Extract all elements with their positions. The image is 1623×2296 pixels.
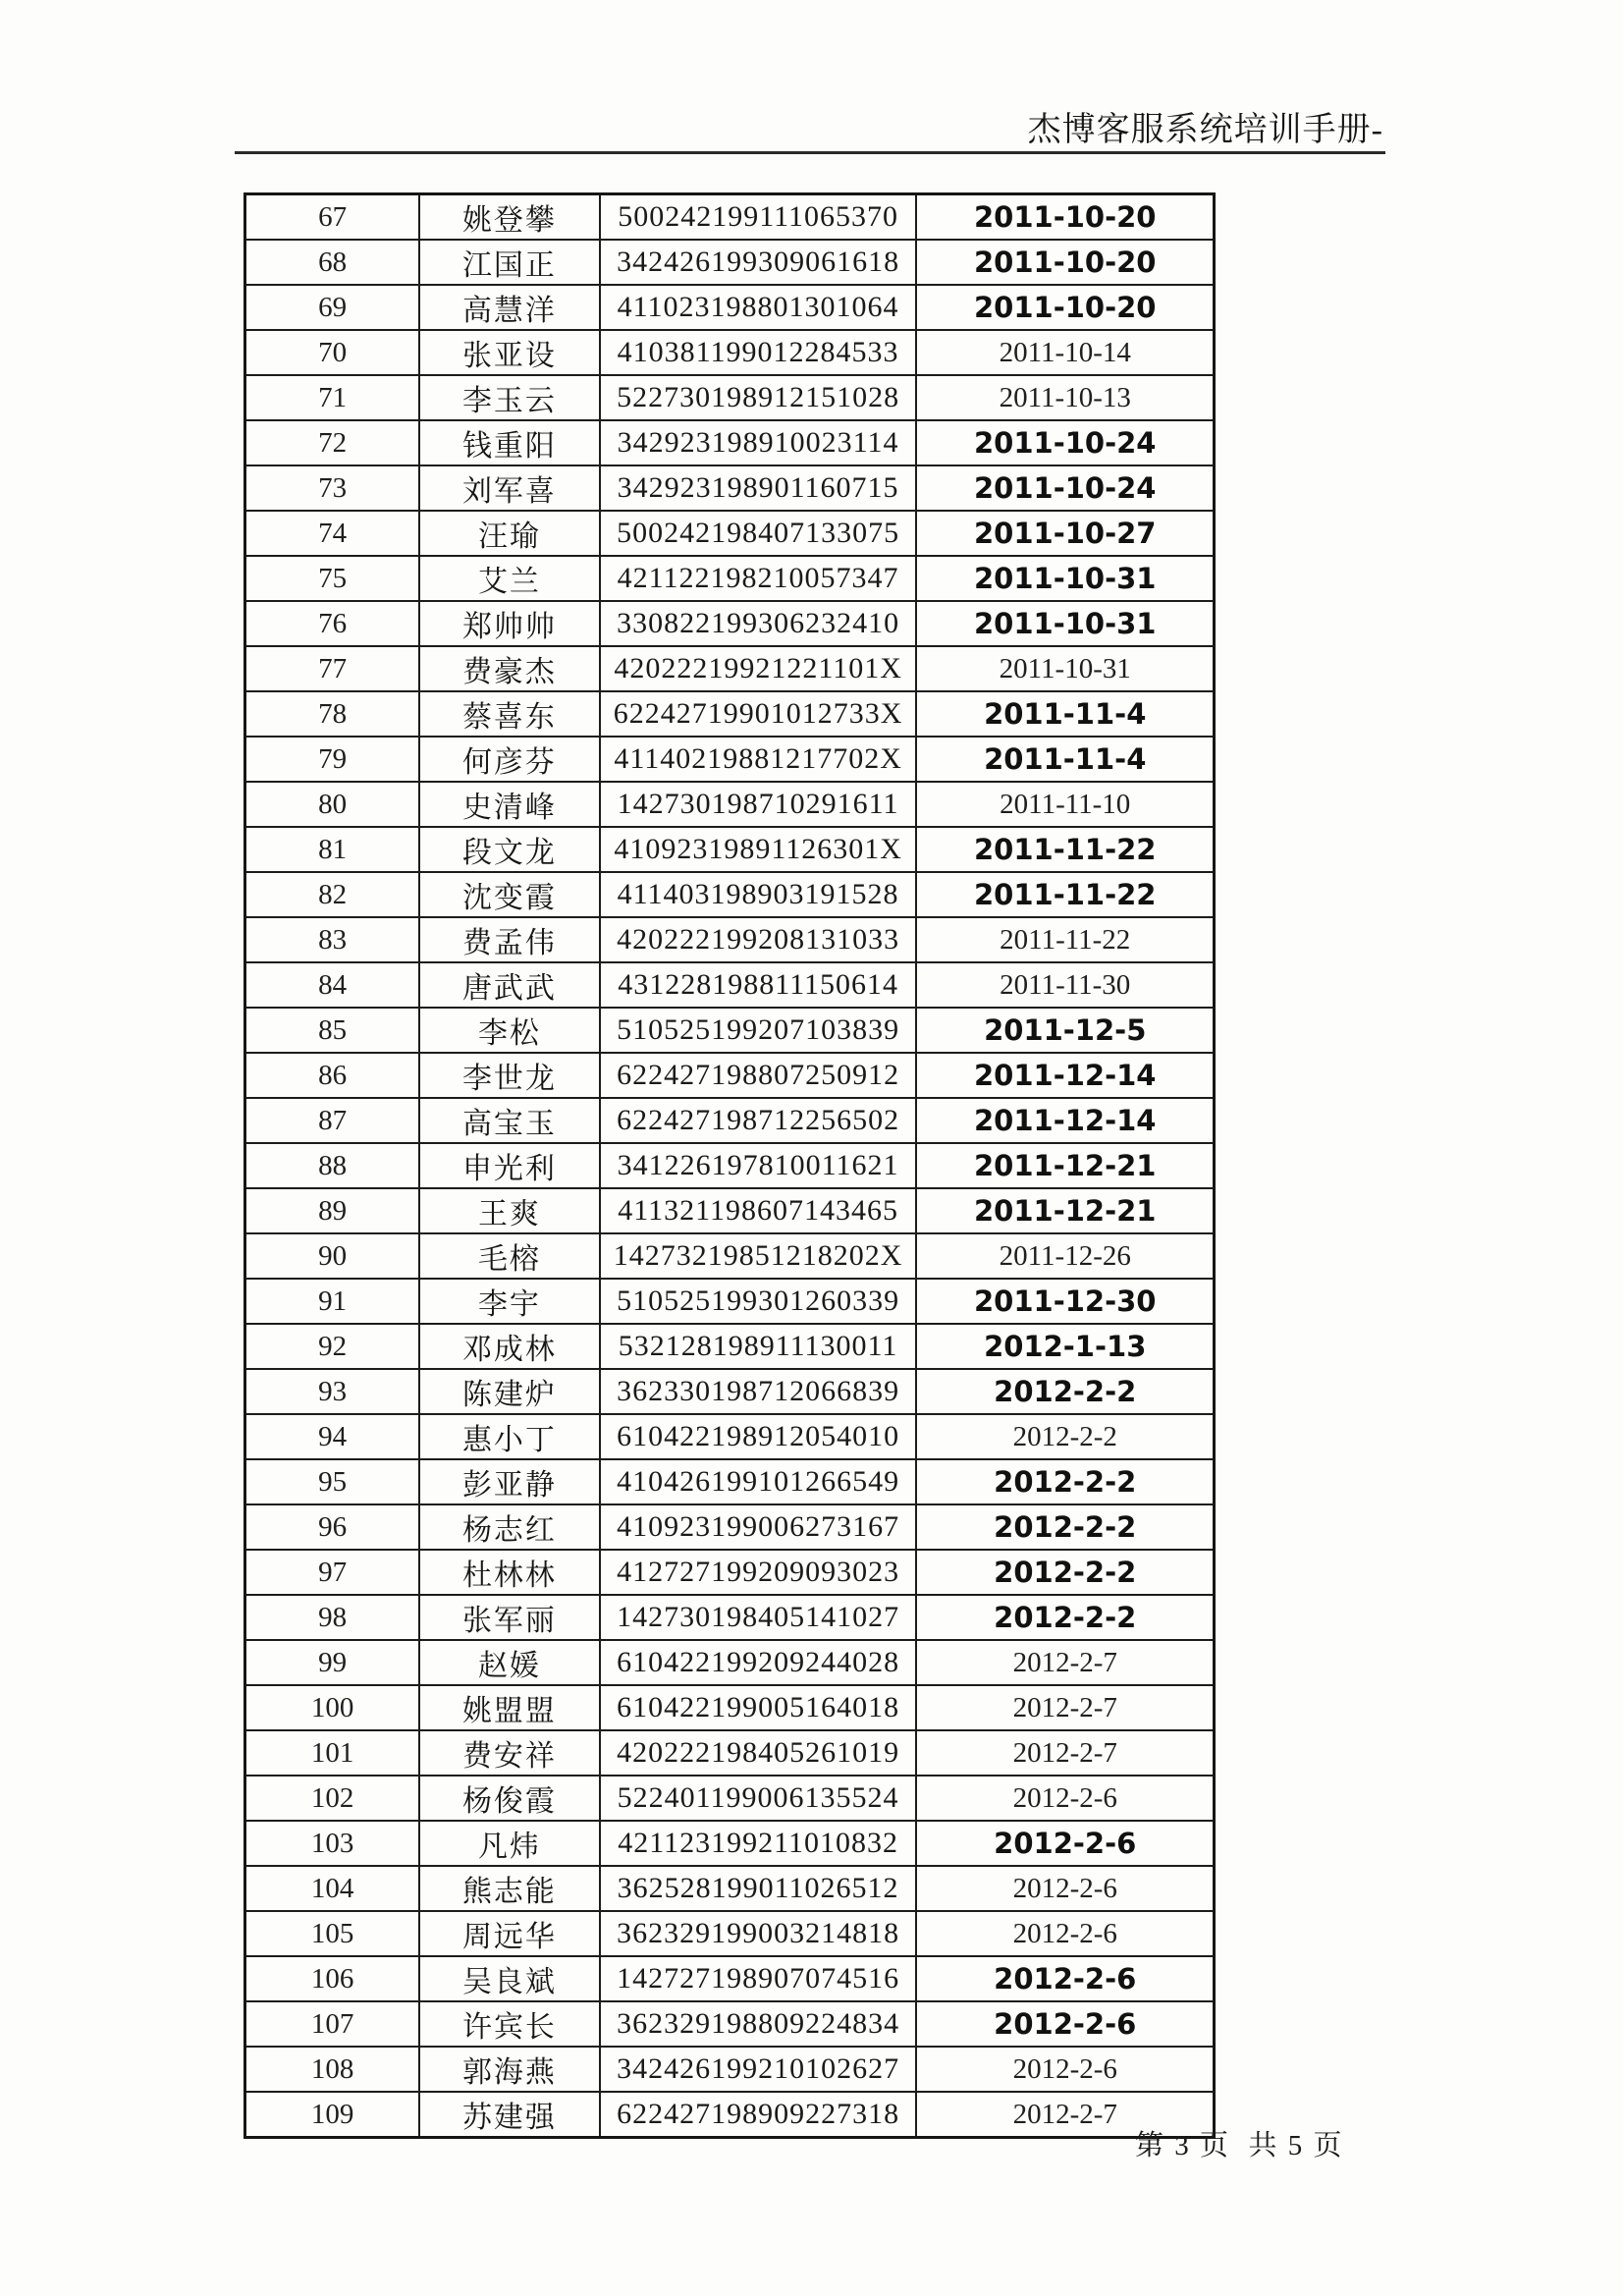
entry-date-cell: 2011-11-4 bbox=[916, 737, 1214, 782]
table-row bbox=[245, 285, 1215, 330]
table-row bbox=[245, 1233, 1215, 1279]
row-index-cell: 109 bbox=[245, 2092, 420, 2138]
entry-date-cell: 2011-10-20 bbox=[916, 285, 1214, 330]
table-row bbox=[245, 1730, 1215, 1776]
row-index-cell: 83 bbox=[245, 917, 420, 962]
row-index-cell: 86 bbox=[245, 1053, 420, 1098]
trainee-name-cell: 汪瑜 bbox=[419, 511, 600, 556]
trainee-name-cell: 赵媛 bbox=[419, 1640, 600, 1685]
table-row bbox=[245, 1008, 1215, 1053]
row-index-cell: 82 bbox=[245, 872, 420, 917]
id-number-cell: 342426199210102627 bbox=[600, 2047, 917, 2092]
entry-date-cell: 2011-12-14 bbox=[916, 1098, 1214, 1143]
id-number-cell: 341226197810011621 bbox=[600, 1143, 917, 1188]
id-number-cell: 411403198903191528 bbox=[600, 872, 917, 917]
row-index-cell: 92 bbox=[245, 1324, 420, 1369]
trainee-name-cell: 毛榕 bbox=[419, 1233, 600, 1279]
entry-date-cell: 2012-2-6 bbox=[916, 2001, 1214, 2047]
row-index-cell: 106 bbox=[245, 1956, 420, 2001]
row-index-cell: 67 bbox=[245, 194, 420, 241]
id-number-cell: 342923198910023114 bbox=[600, 420, 917, 465]
id-number-cell: 610422199209244028 bbox=[600, 1640, 917, 1685]
trainee-name-cell: 邓成林 bbox=[419, 1324, 600, 1369]
row-index-cell: 74 bbox=[245, 511, 420, 556]
id-number-cell: 42022219921221101X bbox=[600, 646, 917, 691]
id-number-cell: 411023198801301064 bbox=[600, 285, 917, 330]
row-index-cell: 70 bbox=[245, 330, 420, 375]
entry-date-cell: 2011-10-20 bbox=[916, 240, 1214, 285]
row-index-cell: 80 bbox=[245, 782, 420, 827]
table-row bbox=[245, 194, 1215, 241]
entry-date-cell: 2012-2-2 bbox=[916, 1504, 1214, 1550]
trainee-name-cell: 王爽 bbox=[419, 1188, 600, 1233]
trainee-name-cell: 蔡喜东 bbox=[419, 691, 600, 737]
trainee-name-cell: 姚登攀 bbox=[419, 194, 600, 241]
entry-date-cell: 2011-11-10 bbox=[916, 782, 1214, 827]
table-row bbox=[245, 1188, 1215, 1233]
table-row bbox=[245, 737, 1215, 782]
row-index-cell: 84 bbox=[245, 962, 420, 1008]
row-index-cell: 73 bbox=[245, 465, 420, 511]
row-index-cell: 69 bbox=[245, 285, 420, 330]
trainee-name-cell: 费豪杰 bbox=[419, 646, 600, 691]
entry-date-cell: 2011-11-22 bbox=[916, 827, 1214, 872]
trainee-name-cell: 熊志能 bbox=[419, 1866, 600, 1911]
row-index-cell: 101 bbox=[245, 1730, 420, 1776]
row-index-cell: 100 bbox=[245, 1685, 420, 1730]
table-row bbox=[245, 511, 1215, 556]
id-number-cell: 431228198811150614 bbox=[600, 962, 917, 1008]
id-number-cell: 412727199209093023 bbox=[600, 1550, 917, 1595]
entry-date-cell: 2012-2-2 bbox=[916, 1369, 1214, 1414]
id-number-cell: 362330198712066839 bbox=[600, 1369, 917, 1414]
entry-date-cell: 2011-10-20 bbox=[916, 194, 1214, 241]
row-index-cell: 85 bbox=[245, 1008, 420, 1053]
entry-date-cell: 2012-2-7 bbox=[916, 1685, 1214, 1730]
table-row bbox=[245, 1098, 1215, 1143]
entry-date-cell: 2011-12-14 bbox=[916, 1053, 1214, 1098]
trainee-name-cell: 何彦芬 bbox=[419, 737, 600, 782]
row-index-cell: 78 bbox=[245, 691, 420, 737]
entry-date-cell: 2011-10-14 bbox=[916, 330, 1214, 375]
table-row bbox=[245, 1369, 1215, 1414]
table-row bbox=[245, 2092, 1215, 2138]
entry-date-cell: 2011-10-13 bbox=[916, 375, 1214, 420]
entry-date-cell: 2011-11-22 bbox=[916, 917, 1214, 962]
row-index-cell: 87 bbox=[245, 1098, 420, 1143]
trainee-name-cell: 杜林林 bbox=[419, 1550, 600, 1595]
entry-date-cell: 2012-2-2 bbox=[916, 1459, 1214, 1504]
id-number-cell: 421122198210057347 bbox=[600, 556, 917, 601]
id-number-cell: 142730198710291611 bbox=[600, 782, 917, 827]
trainee-name-cell: 江国正 bbox=[419, 240, 600, 285]
trainee-name-cell: 陈建炉 bbox=[419, 1369, 600, 1414]
row-index-cell: 97 bbox=[245, 1550, 420, 1595]
trainee-name-cell: 钱重阳 bbox=[419, 420, 600, 465]
trainee-name-cell: 沈变霞 bbox=[419, 872, 600, 917]
row-index-cell: 72 bbox=[245, 420, 420, 465]
row-index-cell: 98 bbox=[245, 1595, 420, 1640]
trainee-name-cell: 刘军喜 bbox=[419, 465, 600, 511]
header-rule bbox=[235, 151, 1385, 154]
id-number-cell: 522730198912151028 bbox=[600, 375, 917, 420]
header-title: 杰博客服系统培训手册- bbox=[1027, 112, 1383, 148]
table-row bbox=[245, 646, 1215, 691]
row-index-cell: 96 bbox=[245, 1504, 420, 1550]
entry-date-cell: 2011-12-21 bbox=[916, 1143, 1214, 1188]
page-number: 第 3 页 共 5 页 bbox=[1135, 2130, 1344, 2161]
row-index-cell: 107 bbox=[245, 2001, 420, 2047]
id-number-cell: 500242199111065370 bbox=[600, 194, 917, 241]
entry-date-cell: 2012-2-6 bbox=[916, 1911, 1214, 1956]
table-row bbox=[245, 1459, 1215, 1504]
row-index-cell: 94 bbox=[245, 1414, 420, 1459]
trainee-name-cell: 李世龙 bbox=[419, 1053, 600, 1098]
trainee-name-cell: 杨志红 bbox=[419, 1504, 600, 1550]
table-row bbox=[245, 1324, 1215, 1369]
id-number-cell: 41092319891126301X bbox=[600, 827, 917, 872]
entry-date-cell: 2012-2-2 bbox=[916, 1595, 1214, 1640]
entry-date-cell: 2012-2-6 bbox=[916, 2047, 1214, 2092]
id-number-cell: 41140219881217702X bbox=[600, 737, 917, 782]
row-index-cell: 90 bbox=[245, 1233, 420, 1279]
table-row bbox=[245, 375, 1215, 420]
row-index-cell: 95 bbox=[245, 1459, 420, 1504]
trainee-name-cell: 李松 bbox=[419, 1008, 600, 1053]
id-number-cell: 342426199309061618 bbox=[600, 240, 917, 285]
entry-date-cell: 2011-10-27 bbox=[916, 511, 1214, 556]
roster-body bbox=[245, 194, 1215, 2138]
id-number-cell: 522401199006135524 bbox=[600, 1776, 917, 1821]
row-index-cell: 99 bbox=[245, 1640, 420, 1685]
id-number-cell: 610422198912054010 bbox=[600, 1414, 917, 1459]
trainee-name-cell: 彭亚静 bbox=[419, 1459, 600, 1504]
id-number-cell: 622427198909227318 bbox=[600, 2092, 917, 2138]
table-row bbox=[245, 1866, 1215, 1911]
id-number-cell: 362329199003214818 bbox=[600, 1911, 917, 1956]
table-row bbox=[245, 465, 1215, 511]
entry-date-cell: 2012-2-6 bbox=[916, 1956, 1214, 2001]
table-row bbox=[245, 1911, 1215, 1956]
id-number-cell: 510525199207103839 bbox=[600, 1008, 917, 1053]
row-index-cell: 71 bbox=[245, 375, 420, 420]
table-row bbox=[245, 1414, 1215, 1459]
entry-date-cell: 2012-2-6 bbox=[916, 1821, 1214, 1866]
trainee-name-cell: 张亚设 bbox=[419, 330, 600, 375]
entry-date-cell: 2011-11-30 bbox=[916, 962, 1214, 1008]
id-number-cell: 421123199211010832 bbox=[600, 1821, 917, 1866]
trainee-name-cell: 张军丽 bbox=[419, 1595, 600, 1640]
table-row bbox=[245, 420, 1215, 465]
table-row bbox=[245, 2047, 1215, 2092]
trainee-name-cell: 郑帅帅 bbox=[419, 601, 600, 646]
row-index-cell: 81 bbox=[245, 827, 420, 872]
row-index-cell: 88 bbox=[245, 1143, 420, 1188]
table-row bbox=[245, 2001, 1215, 2047]
table-row bbox=[245, 1821, 1215, 1866]
table-row bbox=[245, 691, 1215, 737]
trainee-name-cell: 李宇 bbox=[419, 1279, 600, 1324]
entry-date-cell: 2011-10-31 bbox=[916, 556, 1214, 601]
table-row bbox=[245, 962, 1215, 1008]
trainee-roster-table bbox=[243, 192, 1216, 2139]
id-number-cell: 411321198607143465 bbox=[600, 1188, 917, 1233]
table-row bbox=[245, 1053, 1215, 1098]
table-row bbox=[245, 1776, 1215, 1821]
table-row bbox=[245, 1595, 1215, 1640]
table-row bbox=[245, 1685, 1215, 1730]
id-number-cell: 362528199011026512 bbox=[600, 1866, 917, 1911]
row-index-cell: 93 bbox=[245, 1369, 420, 1414]
entry-date-cell: 2011-12-30 bbox=[916, 1279, 1214, 1324]
table-row bbox=[245, 240, 1215, 285]
trainee-name-cell: 姚盟盟 bbox=[419, 1685, 600, 1730]
table-row bbox=[245, 1279, 1215, 1324]
entry-date-cell: 2011-11-22 bbox=[916, 872, 1214, 917]
trainee-name-cell: 申光利 bbox=[419, 1143, 600, 1188]
id-number-cell: 142727198907074516 bbox=[600, 1956, 917, 2001]
entry-date-cell: 2011-10-24 bbox=[916, 465, 1214, 511]
row-index-cell: 76 bbox=[245, 601, 420, 646]
entry-date-cell: 2011-12-5 bbox=[916, 1008, 1214, 1053]
trainee-name-cell: 费孟伟 bbox=[419, 917, 600, 962]
id-number-cell: 510525199301260339 bbox=[600, 1279, 917, 1324]
entry-date-cell: 2012-1-13 bbox=[916, 1324, 1214, 1369]
table-row bbox=[245, 330, 1215, 375]
trainee-name-cell: 段文龙 bbox=[419, 827, 600, 872]
table-row bbox=[245, 1640, 1215, 1685]
entry-date-cell: 2012-2-7 bbox=[916, 1730, 1214, 1776]
row-index-cell: 104 bbox=[245, 1866, 420, 1911]
table-row bbox=[245, 601, 1215, 646]
entry-date-cell: 2012-2-2 bbox=[916, 1550, 1214, 1595]
row-index-cell: 108 bbox=[245, 2047, 420, 2092]
entry-date-cell: 2012-2-7 bbox=[916, 1640, 1214, 1685]
trainee-name-cell: 苏建强 bbox=[419, 2092, 600, 2138]
id-number-cell: 420222198405261019 bbox=[600, 1730, 917, 1776]
table-row bbox=[245, 872, 1215, 917]
id-number-cell: 420222199208131033 bbox=[600, 917, 917, 962]
id-number-cell: 532128198911130011 bbox=[600, 1324, 917, 1369]
id-number-cell: 410381199012284533 bbox=[600, 330, 917, 375]
table-row bbox=[245, 1504, 1215, 1550]
entry-date-cell: 2012-2-7 bbox=[916, 2092, 1214, 2138]
entry-date-cell: 2011-11-4 bbox=[916, 691, 1214, 737]
id-number-cell: 14273219851218202X bbox=[600, 1233, 917, 1279]
row-index-cell: 79 bbox=[245, 737, 420, 782]
id-number-cell: 622427198712256502 bbox=[600, 1098, 917, 1143]
entry-date-cell: 2011-12-21 bbox=[916, 1188, 1214, 1233]
row-index-cell: 91 bbox=[245, 1279, 420, 1324]
row-index-cell: 89 bbox=[245, 1188, 420, 1233]
table-row bbox=[245, 782, 1215, 827]
table-row bbox=[245, 1956, 1215, 2001]
entry-date-cell: 2011-10-31 bbox=[916, 601, 1214, 646]
trainee-name-cell: 吴良斌 bbox=[419, 1956, 600, 2001]
table-row bbox=[245, 556, 1215, 601]
id-number-cell: 410923199006273167 bbox=[600, 1504, 917, 1550]
row-index-cell: 68 bbox=[245, 240, 420, 285]
trainee-name-cell: 费安祥 bbox=[419, 1730, 600, 1776]
id-number-cell: 62242719901012733X bbox=[600, 691, 917, 737]
table-row bbox=[245, 1143, 1215, 1188]
entry-date-cell: 2011-10-24 bbox=[916, 420, 1214, 465]
entry-date-cell: 2011-10-31 bbox=[916, 646, 1214, 691]
trainee-name-cell: 唐武武 bbox=[419, 962, 600, 1008]
id-number-cell: 610422199005164018 bbox=[600, 1685, 917, 1730]
trainee-name-cell: 惠小丁 bbox=[419, 1414, 600, 1459]
table-row bbox=[245, 917, 1215, 962]
trainee-name-cell: 周远华 bbox=[419, 1911, 600, 1956]
trainee-name-cell: 凡炜 bbox=[419, 1821, 600, 1866]
id-number-cell: 500242198407133075 bbox=[600, 511, 917, 556]
trainee-name-cell: 杨俊霞 bbox=[419, 1776, 600, 1821]
row-index-cell: 103 bbox=[245, 1821, 420, 1866]
id-number-cell: 622427198807250912 bbox=[600, 1053, 917, 1098]
trainee-name-cell: 高慧洋 bbox=[419, 285, 600, 330]
trainee-name-cell: 李玉云 bbox=[419, 375, 600, 420]
entry-date-cell: 2011-12-26 bbox=[916, 1233, 1214, 1279]
table-row bbox=[245, 1550, 1215, 1595]
row-index-cell: 77 bbox=[245, 646, 420, 691]
trainee-name-cell: 高宝玉 bbox=[419, 1098, 600, 1143]
id-number-cell: 362329198809224834 bbox=[600, 2001, 917, 2047]
trainee-name-cell: 艾兰 bbox=[419, 556, 600, 601]
id-number-cell: 142730198405141027 bbox=[600, 1595, 917, 1640]
trainee-name-cell: 许宾长 bbox=[419, 2001, 600, 2047]
entry-date-cell: 2012-2-6 bbox=[916, 1866, 1214, 1911]
trainee-name-cell: 郭海燕 bbox=[419, 2047, 600, 2092]
row-index-cell: 102 bbox=[245, 1776, 420, 1821]
trainee-name-cell: 史清峰 bbox=[419, 782, 600, 827]
entry-date-cell: 2012-2-6 bbox=[916, 1776, 1214, 1821]
row-index-cell: 75 bbox=[245, 556, 420, 601]
id-number-cell: 330822199306232410 bbox=[600, 601, 917, 646]
row-index-cell: 105 bbox=[245, 1911, 420, 1956]
id-number-cell: 410426199101266549 bbox=[600, 1459, 917, 1504]
entry-date-cell: 2012-2-2 bbox=[916, 1414, 1214, 1459]
table-row bbox=[245, 827, 1215, 872]
id-number-cell: 342923198901160715 bbox=[600, 465, 917, 511]
